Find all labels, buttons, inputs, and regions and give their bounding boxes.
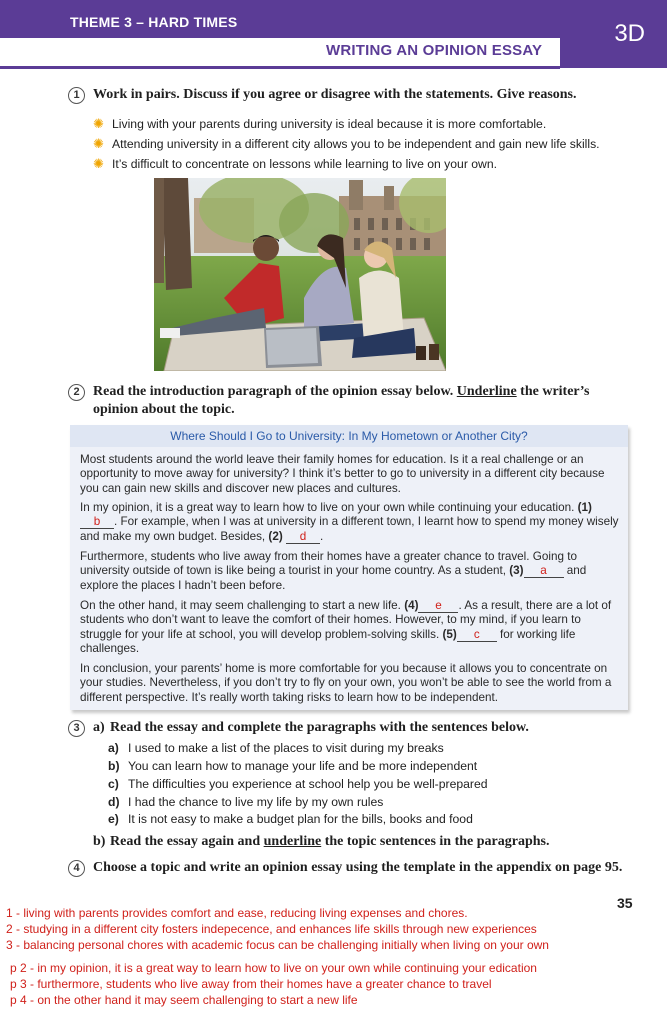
statement-2: Attending university in a different city allows you to be independent and gain new life skills.	[112, 137, 600, 151]
task2-text-b: the writer’s	[516, 384, 590, 399]
note-line: p 3 - furthermore, students who live away from their homes have a greater chance to travel	[10, 977, 492, 991]
gap-answer-4: e	[418, 600, 458, 613]
option-text: It is not easy to make a budget plan for the bills, books and food	[128, 812, 473, 826]
task-number: 3	[68, 720, 85, 737]
gap-answer-5: c	[457, 629, 497, 642]
sentence-option	[108, 777, 488, 791]
gap-answer-3: a	[524, 565, 564, 578]
gap-answer-1: b	[80, 516, 114, 529]
task3b-text-a: Read the essay again and	[110, 834, 264, 849]
task3b-underline-word: underline	[263, 834, 322, 849]
statement-1: Living with your parents during university is ideal because it is more comfortable.	[112, 117, 547, 131]
p3-text-a: Furthermore, students who live away from their homes have a greater chance to travel. Going to university outside of town is like being a tourist in your home country. As a student,	[80, 550, 577, 578]
option-text: You can learn how to manage your life and be more independent	[128, 759, 478, 773]
option-letter: d)	[108, 795, 120, 809]
option-letter: e)	[108, 812, 119, 826]
section-title: WRITING AN OPINION ESSAY	[326, 42, 543, 59]
essay-paragraph-1: Most students around the world leave their family homes for education. Is it a real challenge or an opportunity to move away for university? I think it’s better to go to university in a different city because you can gain new skills and discover new places and cultures.	[80, 453, 605, 495]
statement-3: It’s difficult to concentrate on lessons while learning to live on your own.	[112, 157, 498, 171]
gap-number-5: (5)	[442, 627, 457, 641]
task-number: 2	[68, 384, 85, 401]
task3a-label: a)	[93, 720, 105, 735]
p2-text-a: In my opinion, it is a great way to learn how to live on your own while continuing your education.	[80, 501, 575, 514]
p4-text-b: . As a result, there are a lot of students who don’t want to leave the comfort of their homes. However, to my mind, if you learn to struggle for your life at school, you will develop problem-solving skills.	[80, 599, 612, 641]
essay-paragraph-2	[80, 501, 620, 544]
note-line: p 4 - on the other hand it may seem challenging to start a new life	[10, 993, 358, 1007]
sentence-option	[108, 741, 444, 755]
option-text: I used to make a list of the places to visit during my breaks	[128, 741, 444, 755]
essay-title: Where Should I Go to University: In My Hometown or Another City?	[70, 425, 628, 447]
task-number: 4	[68, 860, 85, 877]
header-underline	[0, 66, 560, 69]
sentence-option	[108, 759, 477, 773]
note-line: 1 - living with parents provides comfort and ease, reducing living expenses and chores.	[6, 906, 468, 920]
task4-instruction: Choose a topic and write an opinion essay using the template in the appendix on page 95.	[93, 860, 623, 875]
sun-bullet-icon: ✺	[93, 136, 104, 151]
essay-paragraph-5: In conclusion, your parents’ home is more comfortable for you because it allows you to concentrate on your studies. Nevertheless, if you don’t try to fly on your own, you won’t be able to see the world from a different perspective. It’s really worth taking risks to learn how to be independent.	[80, 662, 612, 704]
task3a-instruction: Read the essay and complete the paragraphs with the sentences below.	[110, 720, 529, 735]
theme-title: THEME 3 – HARD TIMES	[70, 14, 238, 30]
p2-text-c: .	[319, 529, 324, 543]
option-text: I had the chance to live my life by my own rules	[128, 795, 384, 809]
unit-tab	[560, 0, 667, 68]
task3b-text-b: the topic sentences in the paragraphs.	[321, 834, 550, 849]
task3b-instruction	[110, 834, 550, 850]
task2-instruction	[93, 384, 613, 400]
note-line: 3 - balancing personal chores with academic focus can be challenging initially when living on your own	[6, 938, 549, 952]
sentence-option	[108, 812, 473, 826]
p2-text-b: . For example, when I was at university in a different town, I learnt how to spend my money wisely and make my own budget. Besides,	[80, 515, 619, 543]
task1-instruction: Work in pairs. Discuss if you agree or disagree with the statements. Give reasons.	[93, 87, 577, 102]
essay-box	[70, 425, 628, 710]
sun-bullet-icon: ✺	[93, 116, 104, 131]
page-number: 35	[617, 895, 633, 911]
note-line: 2 - studying in a different city fosters indepecence, and enhances life skills through new experiences	[6, 922, 537, 936]
gap-number-4: (4)	[404, 599, 419, 612]
gap-number-3: (3)	[509, 564, 524, 578]
gap-number-2: (2)	[268, 529, 283, 543]
essay-paragraph-4	[80, 599, 620, 656]
note-line: p 2 - in my opinion, it is a great way to learn how to live on your own while continuing your edication	[10, 961, 537, 975]
p4-text-c: for working life challenges.	[80, 627, 576, 655]
students-photo	[154, 178, 446, 371]
option-text: The difficulties you experience at school help you be well-prepared	[128, 777, 488, 791]
task2-text-a: Read the introduction paragraph of the opinion essay below.	[93, 384, 457, 399]
task-number: 1	[68, 87, 85, 104]
task3b-label: b)	[93, 834, 106, 849]
task2-instruction-line2: opinion about the topic.	[93, 402, 235, 417]
gap-answer-2: d	[286, 531, 320, 544]
gap-number-1: (1)	[577, 501, 592, 514]
unit-label: 3D	[614, 20, 645, 47]
option-letter: c)	[108, 777, 119, 791]
task2-underline-word: Underline	[456, 384, 517, 399]
essay-paragraph-3	[80, 550, 620, 593]
option-letter: b)	[108, 759, 120, 773]
p3-text-b: and explore the places I hadn’t been before.	[80, 564, 587, 592]
sentence-option	[108, 795, 383, 809]
p4-text-a: On the other hand, it may seem challenging to start a new life.	[80, 599, 401, 612]
sun-bullet-icon: ✺	[93, 156, 104, 171]
option-letter: a)	[108, 741, 119, 755]
